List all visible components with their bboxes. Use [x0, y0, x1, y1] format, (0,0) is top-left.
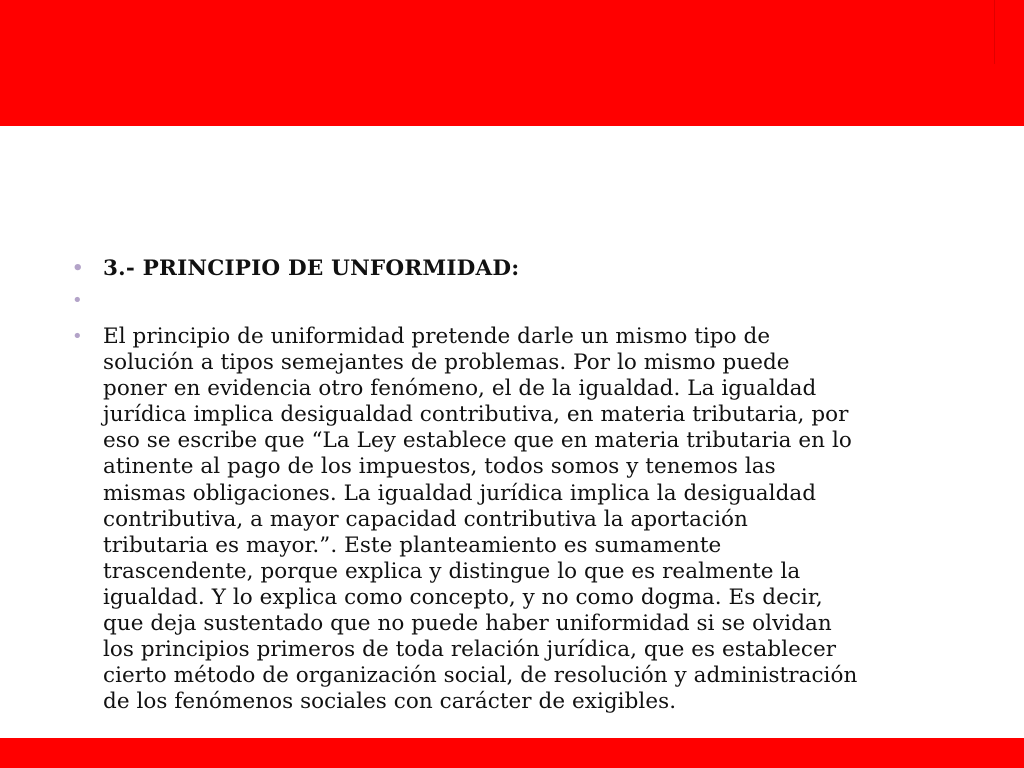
body-line: de los fenómenos sociales con carácter de exigibles. [103, 689, 677, 715]
top-band-divider [994, 0, 995, 64]
body-line: poner en evidencia otro fenómeno, el de la igualdad. La igualdad [103, 376, 817, 402]
body-line: igualdad. Y lo explica como concepto, y no como dogma. Es decir, [103, 584, 823, 610]
bullet-icon: • [72, 326, 83, 347]
bottom-red-band [0, 738, 1024, 768]
body-line: tributaria es mayor.”. Este planteamiento es sumamente [103, 532, 722, 558]
bullet-empty [72, 288, 972, 314]
body-line: los principios primeros de toda relación jurídica, que es establecer [103, 637, 837, 663]
body-line: cierto método de organización social, de resolución y administración [103, 663, 858, 689]
body-line: trascendente, porque explica y distingue lo que es realmente la [103, 558, 801, 584]
body-paragraph [103, 324, 972, 715]
body-line: atinente al pago de los impuestos, todos somos y tenemos las [103, 454, 776, 480]
body-line: mismas obligaciones. La igualdad jurídica implica la desigualdad [103, 480, 817, 506]
body-line: El principio de uniformidad pretende darle un mismo tipo de [103, 324, 771, 349]
bullet-body [72, 324, 972, 715]
body-line: jurídica implica desigualdad contributiva, en materia tributaria, por [103, 402, 849, 428]
slide-content [72, 256, 972, 715]
body-line: eso se escribe que “La Ley establece que en materia tributaria en lo [103, 428, 852, 454]
top-red-band [0, 0, 1024, 126]
bullet-icon: • [72, 258, 84, 279]
bullet-heading [72, 256, 972, 282]
bullet-list [72, 256, 972, 715]
body-line: solución a tipos semejantes de problemas. Por lo mismo puede [103, 350, 790, 376]
heading-text: 3.- PRINCIPIO DE UNFORMIDAD: [103, 256, 520, 281]
body-line: contributiva, a mayor capacidad contributiva la aportación [103, 506, 748, 532]
bullet-icon: • [72, 290, 83, 311]
body-line: que deja sustentado que no puede haber uniformidad si se olvidan [103, 611, 832, 637]
